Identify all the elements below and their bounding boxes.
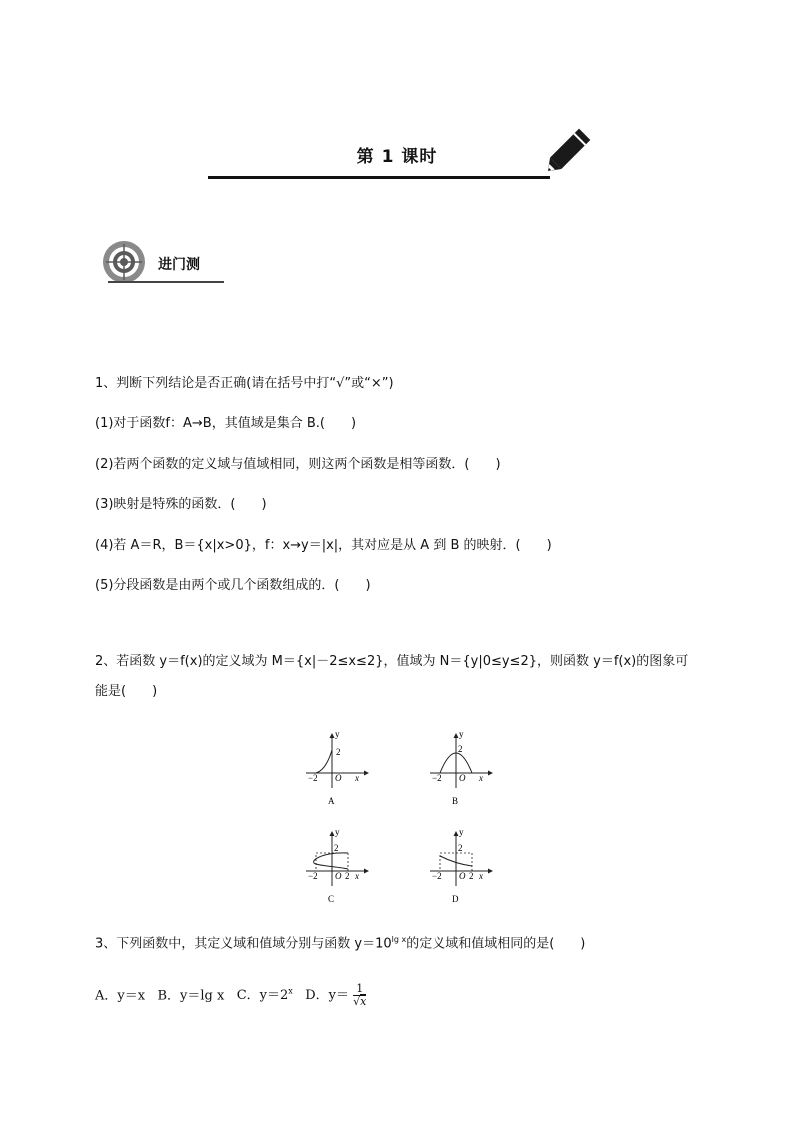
graph-c-letter: C — [328, 894, 335, 904]
q3-options — [95, 982, 366, 1008]
graph-c — [300, 826, 370, 908]
graph-a-letter: A — [328, 796, 335, 806]
target-icon — [102, 240, 150, 284]
q3-stem-sup: lg x — [391, 935, 407, 944]
graph-a-tick-x-neg: −2 — [308, 773, 318, 783]
q1-item-3: (3)映射是特殊的函数．( ) — [95, 497, 267, 512]
graph-c-tick-x-pos: 2 — [345, 871, 350, 881]
q3-stem-a: 3、下列函数中，其定义域和值域分别与函数 y＝10 — [95, 936, 392, 952]
q3-option-c — [237, 988, 293, 1003]
graph-c-tick-x-neg: −2 — [308, 871, 318, 881]
title-underline — [208, 176, 550, 179]
graph-d-tick-x-neg: −2 — [432, 871, 442, 881]
graph-d-letter: D — [452, 894, 459, 904]
q3-option-b: B．y＝lg x — [157, 988, 225, 1004]
pencil-icon — [540, 124, 594, 180]
q3-option-c-base: C．y＝2 — [236, 988, 289, 1004]
q1-item-4: (4)若 A＝R，B＝{x|x>0}，f：x→y＝|x|，其对应是从 A 到 B 的映射．( ) — [95, 538, 552, 553]
graph-a-y-label: y — [335, 729, 340, 739]
graph-b-y-label: y — [459, 729, 464, 739]
q1-item-1: (1)对于函数f：A→B，其值域是集合 B.( ) — [95, 416, 357, 431]
q2-stem-line1: 2、若函数 y＝f(x)的定义域为 M＝{x|－2≤x≤2}，值域为 N＝{y|0≤y≤2}，则函数 y＝f(x)的图象可 — [95, 654, 689, 669]
q3-option-a: A．y＝x — [95, 988, 146, 1004]
q3-stem-b: 的定义域和值域相同的是( ) — [406, 936, 586, 952]
q3-stem — [95, 930, 585, 954]
q3-option-d-radicand: x — [360, 995, 367, 1009]
graph-d-tick-y: 2 — [458, 843, 463, 853]
graph-b-letter: B — [452, 796, 459, 806]
graph-b-tick-x-neg: −2 — [432, 773, 442, 783]
q3-option-d-denominator: √x — [353, 995, 367, 1009]
q1-stem: 1、判断下列结论是否正确(请在括号中打“√”或“×”) — [95, 376, 394, 391]
graph-c-tick-y: 2 — [334, 843, 339, 853]
section-label: 进门测 — [158, 257, 200, 273]
q2-stem-line2: 能是( ) — [95, 684, 158, 699]
q1-item-2: (2)若两个函数的定义域与值域相同，则这两个函数是相等函数．( ) — [95, 457, 501, 472]
q3-option-d — [305, 983, 366, 1008]
page-title: 第 1 课时 — [356, 147, 438, 167]
graph-b — [424, 728, 494, 810]
graph-a-x-label: x — [355, 773, 359, 783]
graph-c-x-label: x — [355, 871, 359, 881]
graph-b-origin: O — [459, 773, 466, 783]
graph-b-tick-y: 2 — [458, 744, 463, 754]
graph-d-origin: O — [459, 871, 466, 881]
graph-a-tick-y: 2 — [336, 747, 341, 757]
q3-option-d-fraction — [353, 983, 366, 1008]
graph-c-origin: O — [335, 871, 342, 881]
graph-d-tick-x-pos: 2 — [469, 871, 474, 881]
graph-b-x-label: x — [479, 773, 483, 783]
graph-a-origin: O — [335, 773, 342, 783]
q3-option-c-sup: x — [288, 987, 293, 996]
graph-d-y-label: y — [459, 827, 464, 837]
q3-option-d-numerator: 1 — [353, 983, 366, 996]
section-underline — [108, 281, 224, 283]
graph-c-y-label: y — [335, 827, 340, 837]
q3-option-d-prefix: D．y＝ — [305, 988, 349, 1004]
graph-a — [300, 728, 370, 810]
graph-d-x-label: x — [479, 871, 483, 881]
graph-d — [424, 826, 494, 908]
q1-item-5: (5)分段函数是由两个或几个函数组成的．( ) — [95, 578, 371, 593]
